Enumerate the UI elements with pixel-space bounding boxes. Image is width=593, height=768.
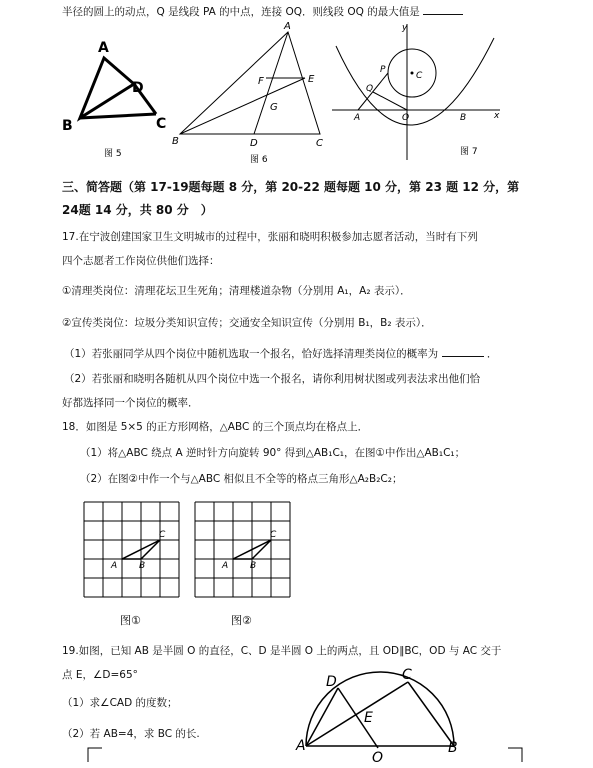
q19-label-A: A: [296, 738, 306, 754]
q19-part2: （2）若 AB=4，求 BC 的长.: [62, 728, 200, 740]
q17-line4: ②宣传类岗位：垃圾分类知识宣传；交通安全知识宣传（分别用 B₁，B₂ 表示）．: [62, 317, 432, 329]
fig5-caption: 图 5: [104, 149, 122, 159]
grid-figure-2: [193, 500, 293, 630]
q18-part1: （1）将△ABC 绕点 A 逆时针方向旋转 90° 得到△AB₁C₁，在图①中作出△AB₁C₁；: [80, 447, 466, 459]
figure-7: [332, 18, 502, 163]
grid1-caption: 图①: [120, 614, 141, 627]
q17-line1: 17.在宁波创建国家卫生文明城市的过程中，张丽和晓明积极参加志愿者活动，当时有下列: [62, 231, 478, 243]
corner-mark-left: [88, 748, 102, 762]
q17-line2: 四个志愿者工作岗位供他们选择：: [62, 255, 220, 267]
grid2-caption: 图②: [231, 614, 252, 627]
fig7-label-B: B: [460, 113, 467, 123]
answer-blank: [423, 4, 463, 15]
q19-label-B: B: [448, 740, 458, 756]
figure-5: [60, 40, 180, 160]
q17-part1: （1）若张丽同学从四个岗位中随机选取一个报名，恰好选择清理类岗位的概率为 ．: [64, 348, 498, 360]
grid2-label-B: B: [250, 561, 257, 571]
q19-line2: 点 E，∠D=65°: [62, 669, 138, 681]
fig5-label-A: A: [98, 40, 109, 56]
fig7-label-A: A: [354, 113, 361, 123]
fig7-caption: 图 7: [460, 147, 478, 157]
grid1-label-A: A: [111, 561, 118, 571]
q17-line3: ①清理类岗位：清理花坛卫生死角；清理楼道杂物（分别用 A₁，A₂ 表示）．: [62, 285, 411, 297]
semicircle-figure: [296, 666, 466, 766]
q17-answer-blank: [442, 346, 484, 357]
fig7-label-P: P: [380, 65, 386, 75]
figure-6: [170, 20, 340, 170]
q16-text: 半径的圆上的动点，Q 是线段 PA 的中点，连接 OQ．则线段 OQ 的最大值是: [62, 6, 420, 18]
fig7-label-x: x: [494, 111, 500, 121]
fig6-label-F: F: [258, 76, 264, 87]
q16-tail-line: [62, 4, 463, 19]
q19-label-O: O: [372, 750, 384, 766]
corner-mark-right: [508, 748, 522, 762]
grid1-label-B: B: [139, 561, 146, 571]
q19-label-E: E: [364, 710, 373, 726]
grid1-label-C: C: [159, 530, 166, 540]
fig5-label-D: D: [132, 80, 144, 96]
fig6-label-C: C: [316, 138, 323, 149]
grid2-label-A: A: [222, 561, 229, 571]
fig5-label-C: C: [156, 116, 167, 132]
fig6-label-E: E: [308, 74, 315, 85]
fig7-label-C: C: [416, 71, 423, 81]
fig7-label-Q: Q: [366, 84, 374, 94]
q18-part2: （2）在图②中作一个与△ABC 相似且不全等的格点三角形△A₂B₂C₂；: [80, 473, 403, 485]
fig6-label-A: A: [284, 21, 291, 32]
section-3-heading-line1: 三、简答题（第 17-19题每题 8 分，第 20-22 题每题 10 分，第 23 题 12 分，第: [62, 180, 520, 194]
fig6-label-B: B: [172, 136, 179, 147]
fig5-label-B: B: [62, 118, 73, 134]
grid-figure-1: [82, 500, 182, 630]
section-3-heading-line2: 24题 14 分，共 80 分 ）: [62, 203, 213, 217]
q19-label-D: D: [326, 674, 337, 690]
q17-part2-line2: 好都选择同一个岗位的概率．: [62, 397, 199, 409]
q19-label-C: C: [402, 667, 412, 683]
q17-part2-line1: （2）若张丽和晓明各随机从四个岗位中选一个报名，请你利用树状图或列表法求出他们恰: [64, 373, 481, 385]
fig6-caption: 图 6: [250, 155, 268, 165]
q18-line1: 18．如图是 5×5 的正方形网格，△ABC 的三个顶点均在格点上．: [62, 421, 369, 433]
fig7-label-y: y: [402, 23, 408, 33]
fig7-label-O: O: [402, 113, 410, 123]
fig6-label-G: G: [270, 102, 278, 113]
fig6-label-D: D: [250, 138, 258, 149]
q19-part1: （1）求∠CAD 的度数；: [62, 697, 178, 709]
q19-line1: 19.如图，已知 AB 是半圆 O 的直径，C、D 是半圆 O 上的两点，且 OD∥BC，OD 与 AC 交于: [62, 645, 502, 657]
grid2-label-C: C: [270, 530, 277, 540]
